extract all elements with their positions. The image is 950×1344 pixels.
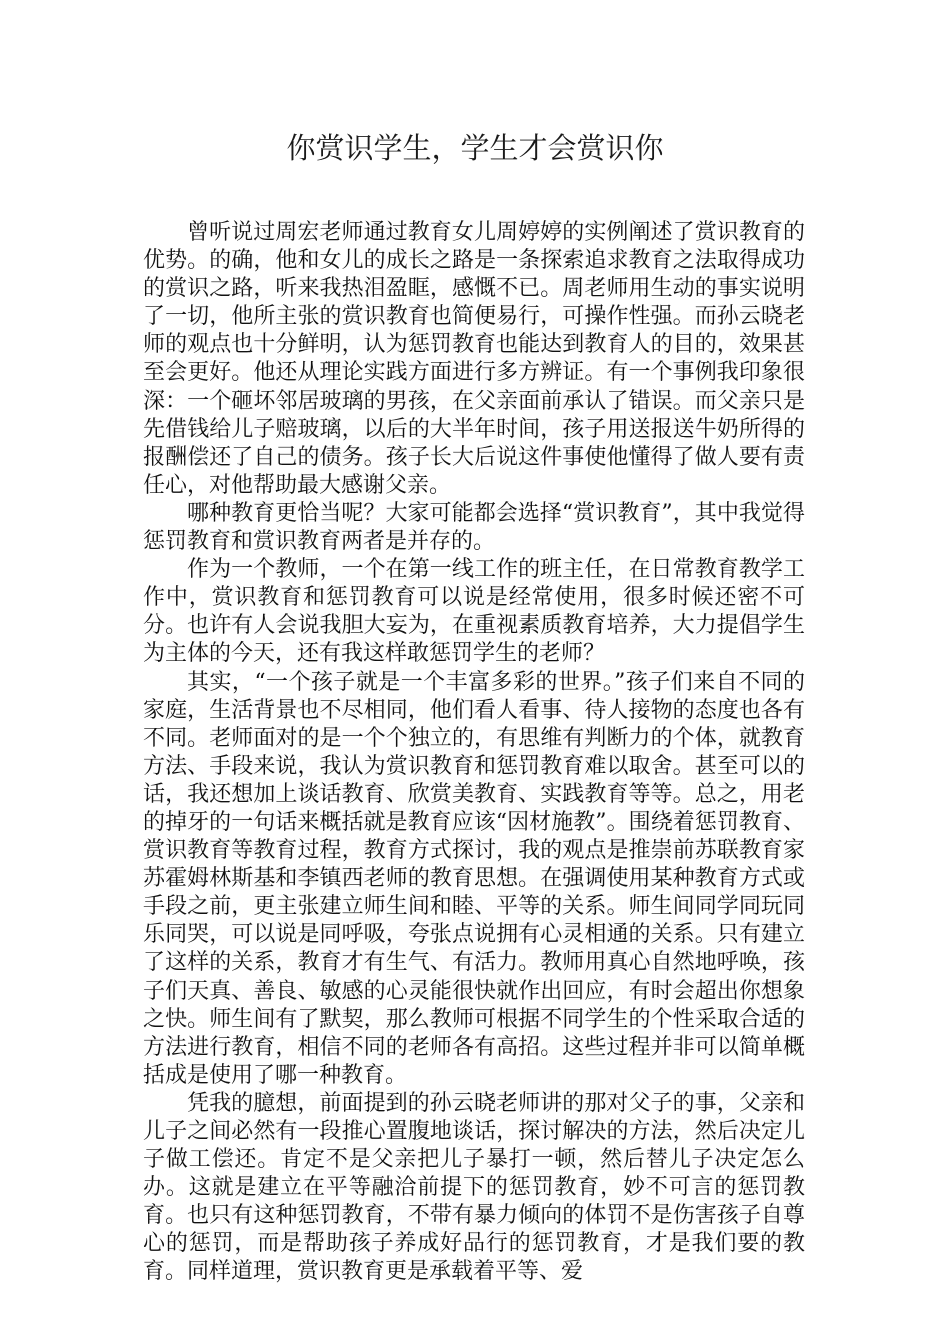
document-body: [143, 219, 805, 1287]
document-title: 你赏识学生，学生才会赏识你: [286, 131, 664, 165]
paragraph: 作为一个教师，一个在第一线工作的班主任，在日常教育教学工作中，赏识教育和惩罚教育可以说是经常使用，很多时候还密不可分。也许有人会说我胆大妄为，在重视素质教育培养，大力提倡学生为主体的今天，还有我这样敢惩罚学生的老师？: [143, 557, 805, 667]
paragraph: 凭我的臆想，前面提到的孙云晓老师讲的那对父子的事，父亲和儿子之间必然有一段推心置腹地谈话，探讨解决的方法，然后决定儿子做工偿还。肯定不是父亲把儿子暴打一顿，然后替儿子决定怎么办。这就是建立在平等融洽前提下的惩罚教育，妙不可言的惩罚教育。也只有这种惩罚教育，不带有暴力倾向的体罚不是伤害孩子自尊心的惩罚，而是帮助孩子养成好品行的惩罚教育，才是我们要的教育。同样道理，赏识教育更是承载着平等、爱: [143, 1090, 805, 1285]
paragraph: 哪种教育更恰当呢？大家可能都会选择“赏识教育”，其中我觉得惩罚教育和赏识教育两者是并存的。: [143, 500, 805, 555]
paragraph: 曾听说过周宏老师通过教育女儿周婷婷的实例阐述了赏识教育的优势。的确，他和女儿的成长之路是一条探索追求教育之法取得成功的赏识之路，听来我热泪盈眶，感慨不已。周老师用生动的事实说明了一切，他所主张的赏识教育也简便易行，可操作性强。而孙云晓老师的观点也十分鲜明，认为惩罚教育也能达到教育人的目的，效果甚至会更好。他还从理论实践方面进行多方辨证。有一个事例我印象很深：一个砸坏邻居玻璃的男孩，在父亲面前承认了错误。而父亲只是先借钱给儿子赔玻璃，以后的大半年时间，孩子用送报送牛奶所得的报酬偿还了自己的债务。孩子长大后说这件事使他懂得了做人要有责任心，对他帮助最大感谢父亲。: [143, 220, 805, 498]
paragraph: 其实，“一个孩子就是一个丰富多彩的世界。”孩子们来自不同的家庭，生活背景也不尽相同，他们看人看事、待人接物的态度也各有不同。老师面对的是一个个独立的，有思维有判断力的个体，就教育方法、手段来说，我认为赏识教育和惩罚教育难以取舍。甚至可以的话，我还想加上谈话教育、欣赏美教育、实践教育等等。总之，用老的掉牙的一句话来概括就是教育应该“因材施教”。围绕着惩罚教育、赏识教育等教育过程，教育方式探讨，我的观点是推崇前苏联教育家苏霍姆林斯基和李镇西老师的教育思想。在强调使用某种教育方式或手段之前，更主张建立师生间和睦、平等的关系。师生间同学同玩同乐同哭，可以说是同呼吸，夸张点说拥有心灵相通的关系。只有建立了这样的关系，教育才有生气、有活力。教师用真心自然地呼唤，孩子们天真、善良、敏感的心灵能很快就作出回应，有时会超出你想象之快。师生间有了默契，那么教师可根据不同学生的个性采取合适的方法进行教育，相信不同的老师各有高招。这些过程并非可以简单概括成是使用了哪一种教育。: [143, 669, 805, 1088]
